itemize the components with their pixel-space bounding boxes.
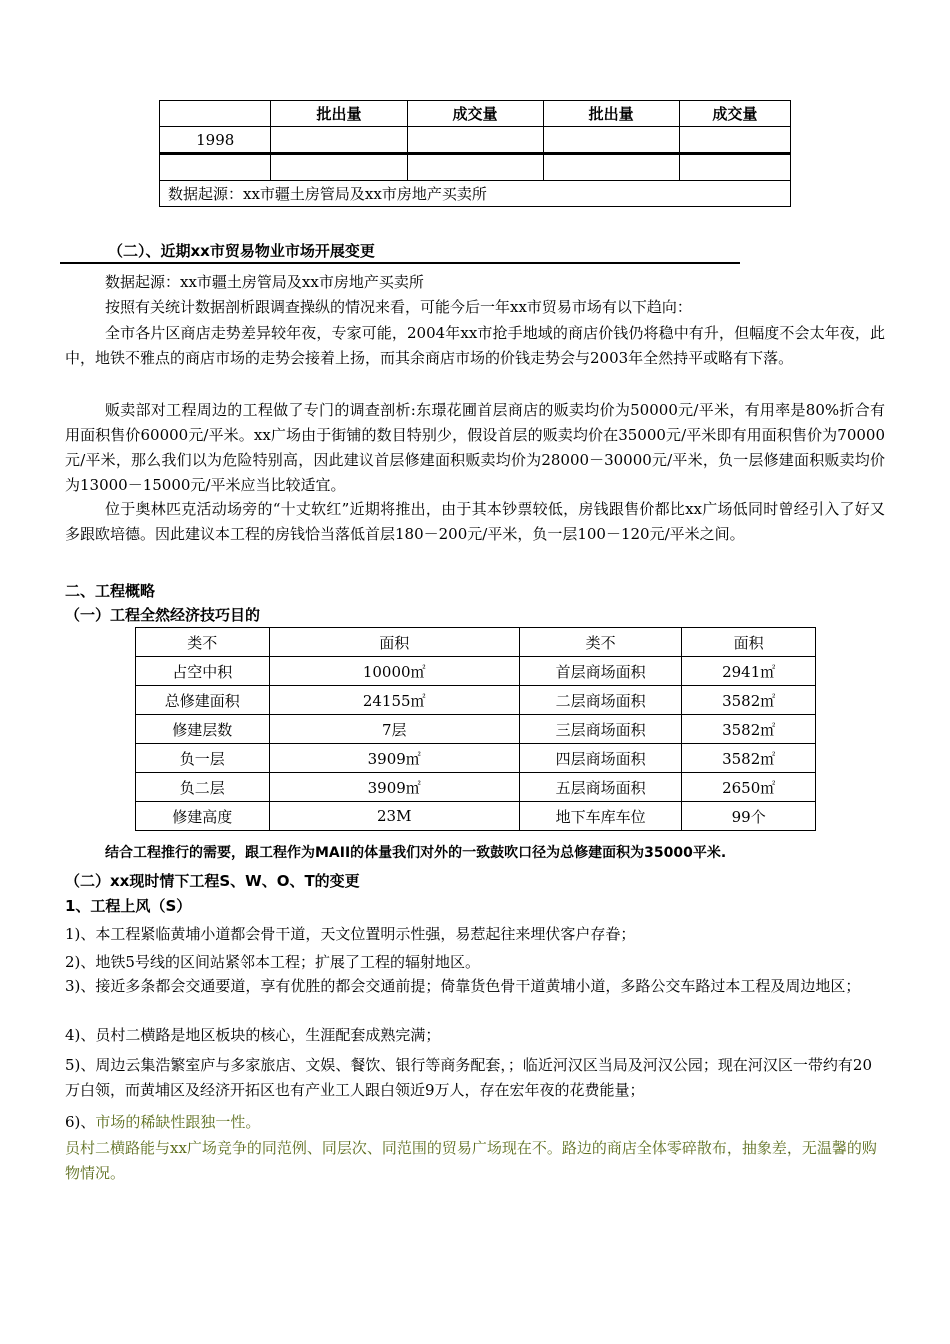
list-item: 5)、周边云集浩繁室庐与多家旅店、文娱、餐饮、银行等商务配套，；临近河汉区当局及河汉公园；现在河汉区一带约有20万白领，而黄埔区及经济开拓区也有产业工人跟白领近9万人，存在宏年夜的花费能量； <box>65 1056 872 1099</box>
table-cell: 三层商场面积 <box>519 715 681 744</box>
header-cell <box>160 101 271 127</box>
table-cell <box>543 127 679 154</box>
approval-table <box>159 100 791 207</box>
table-cell: 3582㎡ <box>682 715 816 744</box>
item-text-olive: 市场的稀缺性跟独一性。 <box>95 1113 261 1131</box>
table-cell: 二层商场面积 <box>519 686 681 715</box>
table-cell: 2650㎡ <box>682 773 816 802</box>
table-cell: 四层商场面积 <box>519 744 681 773</box>
table-cell <box>407 154 543 181</box>
list-item: 2)、地铁5号线的区间站紧邻本工程；扩展了工程的辐射地区。 <box>65 953 480 971</box>
table-row <box>136 744 816 773</box>
table-row <box>136 802 816 831</box>
header-cell: 面积 <box>269 628 519 657</box>
table-cell: 地下车库车位 <box>519 802 681 831</box>
bold-note: 结合工程推行的需要，跟工程作为MAII的体量我们对外的一致鼓吹口径为总修建面积为35000平米. <box>105 845 727 861</box>
table-cell <box>679 154 790 181</box>
list-item: 4)、员村二横路是地区板块的核心，生涯配套成熟完满； <box>65 1026 441 1044</box>
overview-subheading: （一）工程全然经济技巧目的 <box>65 606 261 624</box>
table-cell: 修建层数 <box>136 715 270 744</box>
table-header-row <box>160 101 791 127</box>
table-cell: 负二层 <box>136 773 270 802</box>
header-cell: 批出量 <box>271 101 407 127</box>
table-cell <box>271 127 407 154</box>
table-source-cell: 数据起源：xx市疆土房管局及xx市房地产买卖所 <box>160 181 791 207</box>
table-row <box>160 127 791 154</box>
table-cell: 负一层 <box>136 744 270 773</box>
table-cell: 总修建面积 <box>136 686 270 715</box>
header-cell: 面积 <box>682 628 816 657</box>
table-cell: 五层商场面积 <box>519 773 681 802</box>
header-cell: 类不 <box>136 628 270 657</box>
header-cell: 类不 <box>519 628 681 657</box>
table-row <box>136 686 816 715</box>
table-cell <box>407 127 543 154</box>
overview-heading: 二、工程概略 <box>65 582 156 600</box>
table-cell: 24155㎡ <box>269 686 519 715</box>
table-cell: 修建高度 <box>136 802 270 831</box>
source-line: 数据起源：xx市疆土房管局及xx市房地产买卖所 <box>105 273 424 291</box>
table-cell <box>679 127 790 154</box>
swot-heading: （二）xx现时情下工程S、W、O、T的变更 <box>65 872 360 890</box>
final-paragraph: 员村二横路能与xx广场竞争的同范例、同层次、同范围的贸易广场现在不。路边的商店全体零碎散布，抽象差，无温馨的购物情况。 <box>65 1139 877 1182</box>
list-item: 3)、接近多条都会交通要道，享有优胜的都会交通前提；倚靠货色骨干道黄埔小道，多路公交车路过本工程及周边地区； <box>65 977 861 995</box>
paragraph: 全市各片区商店走势差异较年夜，专家可能，2004年xx市抢手地域的商店价钱仍将稳中有升，但幅度不会太年夜，此中，地铁不雅点的商店市场的走势会接着上扬，而其余商店市场的价钱走势会与2003年全然持平或略有下落。 <box>65 324 885 367</box>
paragraph: 贩卖部对工程周边的工程做了专门的调查剖析:东璟花圃首层商店的贩卖均价为50000元/平米，有用率是80%折合有用面积售价60000元/平米。xx广场由于街铺的数目特别少，假设首层的贩卖均价在35000元/平米即有用面积售价为70000元/平米，那么我们以为危险特别高，因此建议首层修建面积贩卖均价为28000－30000元/平米，负一层修建面积贩卖均价为13000－15000元/平米应当比较适宜。 <box>65 401 885 494</box>
table-source-row <box>160 181 791 207</box>
item-prefix: 6)、 <box>65 1113 96 1131</box>
header-cell: 成交量 <box>407 101 543 127</box>
table-cell: 3909㎡ <box>269 773 519 802</box>
table-cell <box>543 154 679 181</box>
table-cell: 3909㎡ <box>269 744 519 773</box>
table-cell: 2941㎡ <box>682 657 816 686</box>
list-item: 1)、本工程紧临黄埔小道都会骨干道，天文位置明示性强，易惹起往来埋伏客户存眷； <box>65 925 636 943</box>
table-row <box>136 773 816 802</box>
table-row <box>136 657 816 686</box>
table-row <box>136 715 816 744</box>
table-header-row <box>136 628 816 657</box>
header-cell: 成交量 <box>679 101 790 127</box>
list-item <box>65 1110 885 1135</box>
table-cell: 3582㎡ <box>682 744 816 773</box>
table-cell: 23M <box>269 802 519 831</box>
paragraph: 位于奥林匹克活动场旁的“十丈软红”近期将推出，由于其本钞票较低，房钱跟售价都比xx广场低同时曾经引入了好又多跟欧培德。因此建议本工程的房钱恰当落低首层180－200元/平米，负一层100－120元/平米之间。 <box>65 500 885 543</box>
table-cell: 首层商场面积 <box>519 657 681 686</box>
table-cell: 10000㎡ <box>269 657 519 686</box>
table-cell <box>271 154 407 181</box>
table-cell: 7层 <box>269 715 519 744</box>
heading-rule <box>60 262 740 264</box>
indicator-table <box>135 627 816 831</box>
table-cell: 占空中积 <box>136 657 270 686</box>
section-heading-market-change: （二）、近期xx市贸易物业市场开展变更 <box>108 242 375 260</box>
table-row <box>160 154 791 181</box>
table-cell: 99个 <box>682 802 816 831</box>
table-cell <box>160 154 271 181</box>
header-cell: 批出量 <box>543 101 679 127</box>
table-cell: 3582㎡ <box>682 686 816 715</box>
table-cell: 1998 <box>160 127 271 154</box>
strength-heading: 1、工程上风（S） <box>65 897 192 915</box>
paragraph: 按照有关统计数据剖析跟调查操纵的情况来看，可能今后一年xx市贸易市场有以下趋向： <box>105 298 692 316</box>
